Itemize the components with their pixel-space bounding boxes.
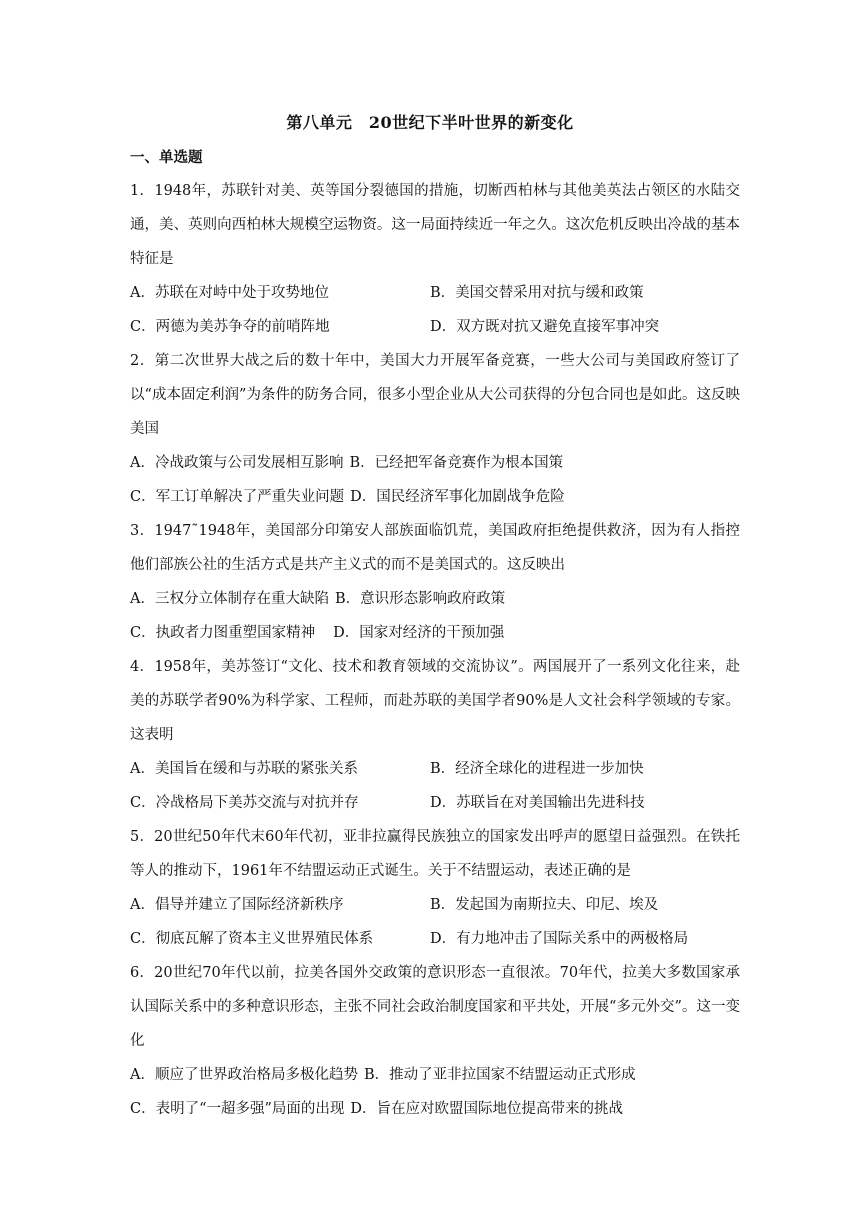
option-c[interactable]: C．表明了“一超多强”局面的出现 [130,1101,345,1117]
section-heading: 一、单选题 [130,149,203,166]
options-row [130,616,740,650]
option-b[interactable]: B．已经把军备竞赛作为根本国策 [349,455,564,471]
options-row [130,446,740,480]
option-c[interactable]: C．彻底瓦解了资本主义世界殖民体系 [130,931,374,947]
option-a[interactable]: A．倡导并建立了国际经济新秩序 [130,897,344,913]
option-d[interactable]: D．苏联旨在对美国输出先进科技 [430,795,645,811]
option-d[interactable]: D．旨在应对欧盟国际地位提高带来的挑战 [350,1101,624,1117]
options-row [130,1092,740,1126]
option-b[interactable]: B．美国交替采用对抗与缓和政策 [430,285,644,301]
option-c[interactable]: C．军工订单解决了严重失业问题 [130,489,345,505]
question-stem: 1．1948年，苏联针对美、英等国分裂德国的措施，切断西柏林与其他美英法占领区的水陆交通，美、英则向西柏林大规模空运物资。这一局面持续近一年之久。这次危机反映出冷战的基本特征是 [130,183,740,267]
option-d[interactable]: D．双方既对抗又避免直接军事冲突 [430,319,660,335]
options-row [130,752,740,786]
option-d[interactable]: D．国家对经济的干预加强 [333,625,505,641]
options-row [130,480,740,514]
question-stem: 2．第二次世界大战之后的数十年中，美国大力开展军备竞赛，一些大公司与美国政府签订了以“成本固定利润”为条件的防务合同，很多小型企业从大公司获得的分包合同也是如此。这反映美国 [130,353,740,437]
question-list [130,174,740,1126]
option-b[interactable]: B．推动了亚非拉国家不结盟运动正式形成 [363,1067,636,1083]
options-row [130,276,740,310]
option-a[interactable]: A．顺应了世界政治格局多极化趋势 [130,1067,358,1083]
option-a[interactable]: A．三权分立体制存在重大缺陷 [130,591,329,607]
option-d[interactable]: D．有力地冲击了国际关系中的两极格局 [430,931,689,947]
option-a[interactable]: A．苏联在对峙中处于攻势地位 [130,285,329,301]
options-row [130,786,740,820]
option-c[interactable]: C．执政者力图重塑国家精神 [130,625,316,641]
option-c[interactable]: C．两德为美苏争夺的前哨阵地 [130,319,330,335]
page-title: 第八单元 20世纪下半叶世界的新变化 [286,113,574,132]
question-5 [130,820,740,956]
option-b[interactable]: B．发起国为南斯拉夫、印尼、埃及 [430,897,659,913]
option-a[interactable]: A．美国旨在缓和与苏联的紧张关系 [130,761,358,777]
question-6 [130,956,740,1126]
option-d[interactable]: D．国民经济军事化加剧战争危险 [350,489,565,505]
options-row [130,888,740,922]
question-stem: 6．20世纪70年代以前，拉美各国外交政策的意识形态一直很浓。70年代，拉美大多数国家承认国际关系中的多种意识形态，主张不同社会政治制度国家和平共处，开展“多元外交”。这一变化 [130,965,740,1049]
question-2 [130,344,740,514]
option-b[interactable]: B．经济全球化的进程进一步加快 [430,761,644,777]
question-4 [130,650,740,820]
question-1 [130,174,740,344]
question-stem: 5．20世纪50年代末60年代初，亚非拉赢得民族独立的国家发出呼声的愿望日益强烈。在铁托等人的推动下，1961年不结盟运动正式诞生。关于不结盟运动，表述正确的是 [130,829,740,879]
options-row [130,1058,740,1092]
option-c[interactable]: C．冷战格局下美苏交流与对抗并存 [130,795,359,811]
options-row [130,582,740,616]
options-row [130,310,740,344]
question-stem: 3．1947˜1948年，美国部分印第安人部族面临饥荒，美国政府拒绝提供救济，因为有人指控他们部族公社的生活方式是共产主义式的而不是美国式的。这反映出 [130,523,740,573]
question-stem: 4．1958年，美苏签订“文化、技术和教育领域的交流协议”。两国展开了一系列文化往来，赴美的苏联学者90%为科学家、工程师，而赴苏联的美国学者90%是人文社会科学领域的专家。这表明 [130,659,740,743]
option-b[interactable]: B．意识形态影响政府政策 [334,591,506,607]
question-3 [130,514,740,650]
option-a[interactable]: A．冷战政策与公司发展相互影响 [130,455,344,471]
options-row [130,922,740,956]
